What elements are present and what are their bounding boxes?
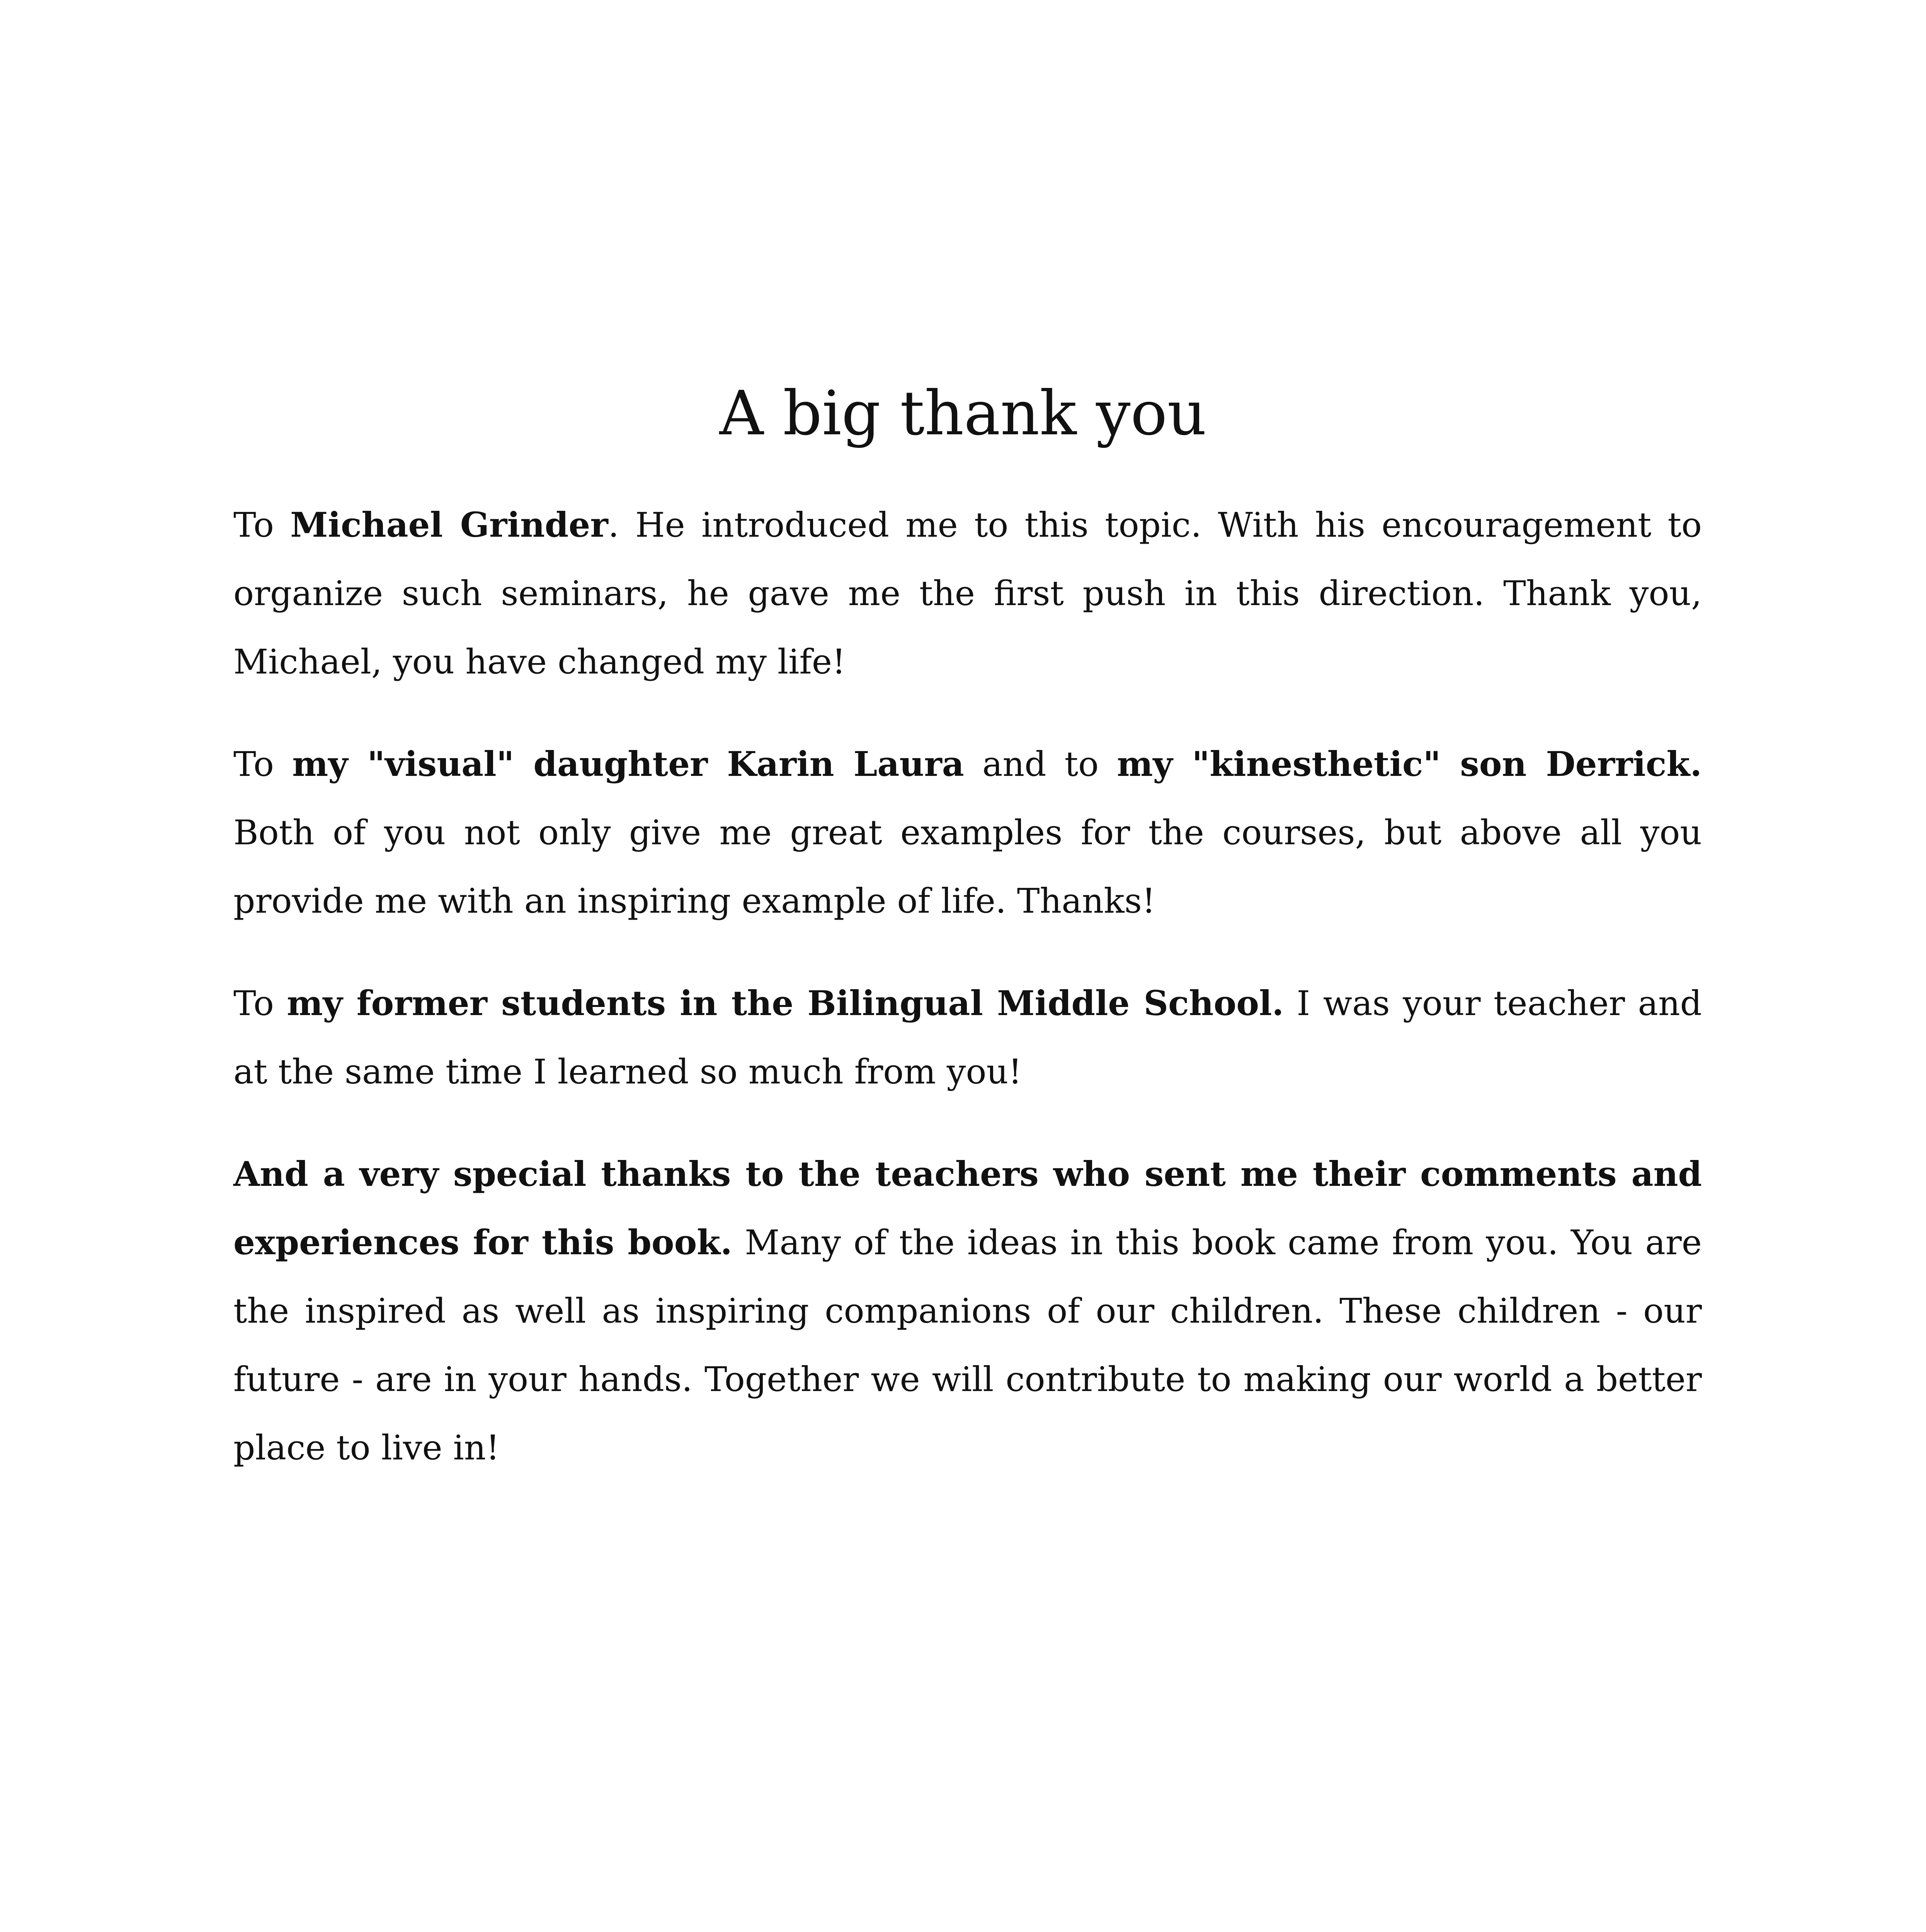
acknowledgements-body bbox=[233, 491, 1702, 1516]
text-segment: To bbox=[233, 983, 287, 1023]
bold-son: my "kinesthetic" son Derrick. bbox=[1117, 744, 1702, 784]
page-title: A big thank you bbox=[719, 378, 1207, 449]
paragraph-former-students bbox=[233, 969, 1702, 1106]
text-segment: To bbox=[233, 505, 291, 545]
paragraph-michael-grinder bbox=[233, 491, 1702, 696]
bold-daughter: my "visual" daughter Karin Laura bbox=[292, 744, 964, 784]
text-segment: Both of you not only give me great examples for the courses, but above all you provide me with an inspiring example of life. Thanks! bbox=[233, 813, 1702, 921]
text-segment: and to bbox=[964, 744, 1117, 784]
text-segment: I was your teacher and at the same time I learned so much from you! bbox=[233, 983, 1702, 1092]
bold-name-michael-grinder: Michael Grinder bbox=[290, 505, 608, 545]
bold-teachers-thanks: And a very special thanks to the teachers who sent me their comments and experiences for this book. bbox=[233, 1154, 1702, 1262]
bold-former-students: my former students in the Bilingual Middle School. bbox=[287, 983, 1284, 1023]
paragraph-children bbox=[233, 730, 1702, 935]
text-segment: Many of the ideas in this book came from you. You are the inspired as well as inspiring companions of our children. These children - our future - are in your hands. Together we will contribute to making our world a better place to live in! bbox=[233, 1223, 1702, 1468]
paragraph-teachers bbox=[233, 1140, 1702, 1482]
text-segment: . He introduced me to this topic. With his encouragement to organize such seminars, he gave me the first push in this direction. Thank you, Michael, you have changed my life! bbox=[233, 505, 1702, 682]
text-segment: To bbox=[233, 744, 293, 784]
